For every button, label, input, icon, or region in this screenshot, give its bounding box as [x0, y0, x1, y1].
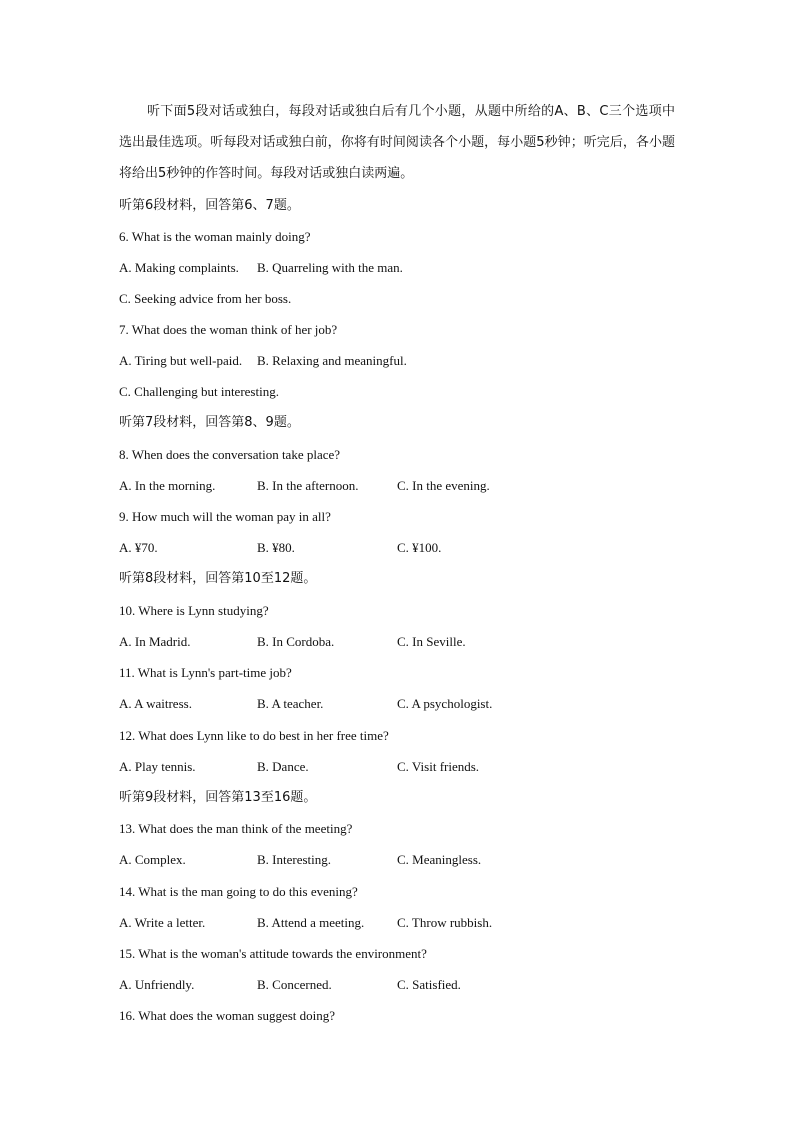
section-heading: 听第9段材料，回答第13至16题。 — [119, 790, 317, 805]
question-text: 7. What does the woman think of her job? — [119, 322, 338, 337]
section-heading: 听第8段材料，回答第10至12题。 — [119, 571, 317, 586]
option-a: A. In the morning. — [119, 478, 216, 493]
question-text: 16. What does the woman suggest doing? — [119, 1008, 336, 1023]
question-text: 15. What is the woman's attitude towards the environment? — [119, 946, 427, 961]
option-c: C. Throw rubbish. — [397, 915, 493, 930]
option-b: B. In Cordoba. — [257, 634, 335, 649]
option-c: C. A psychologist. — [397, 696, 493, 711]
question-text: 6. What is the woman mainly doing? — [119, 229, 311, 244]
instructions-text: 听下面5段对话或独白，每段对话或独白后有几个小题，从题中所给的A、B、C三个选项中选出最佳选项。听每段对话或独白前，你将有时间阅读各个小题，每小题5秒钟；听完后，各小题将给出5秒钟的作答时间。每段对话或独白读两遍。 — [119, 104, 675, 181]
option-a: A. ¥70. — [119, 540, 158, 555]
question-text: 12. What does Lynn like to do best in her free time? — [119, 728, 389, 743]
option-b: B. Quarreling with the man. — [257, 260, 403, 275]
question-text: 14. What is the man going to do this evening? — [119, 884, 358, 899]
section-heading: 听第6段材料，回答第6、7题。 — [119, 198, 300, 213]
option-c: C. Challenging but interesting. — [119, 384, 279, 399]
option-b: B. Relaxing and meaningful. — [257, 353, 407, 368]
option-b: B. In the afternoon. — [257, 478, 359, 493]
option-c: C. Meaningless. — [397, 852, 482, 867]
option-a: A. Write a letter. — [119, 915, 206, 930]
option-a: A. In Madrid. — [119, 634, 191, 649]
option-a: A. Tiring but well-paid. — [119, 353, 243, 368]
option-c: C. Seeking advice from her boss. — [119, 291, 292, 306]
question-text: 10. Where is Lynn studying? — [119, 603, 269, 618]
option-b: B. Concerned. — [257, 977, 332, 992]
option-c: C. In Seville. — [397, 634, 466, 649]
option-b: B. Attend a meeting. — [257, 915, 365, 930]
option-a: A. A waitress. — [119, 696, 192, 711]
option-b: B. Dance. — [257, 759, 309, 774]
option-a: A. Complex. — [119, 852, 186, 867]
option-b: B. A teacher. — [257, 696, 324, 711]
option-b: B. ¥80. — [257, 540, 295, 555]
option-c: C. Satisfied. — [397, 977, 461, 992]
option-c: C. ¥100. — [397, 540, 442, 555]
question-text: 11. What is Lynn's part-time job? — [119, 665, 292, 680]
question-text: 9. How much will the woman pay in all? — [119, 509, 331, 524]
question-text: 8. When does the conversation take place? — [119, 447, 341, 462]
option-c: C. Visit friends. — [397, 759, 480, 774]
question-text: 13. What does the man think of the meeting? — [119, 821, 353, 836]
instructions — [119, 96, 675, 189]
option-a: A. Play tennis. — [119, 759, 196, 774]
option-b: B. Interesting. — [257, 852, 332, 867]
option-a: A. Unfriendly. — [119, 977, 195, 992]
section-heading: 听第7段材料，回答第8、9题。 — [119, 415, 300, 430]
option-a: A. Making complaints. — [119, 260, 239, 275]
option-c: C. In the evening. — [397, 478, 490, 493]
